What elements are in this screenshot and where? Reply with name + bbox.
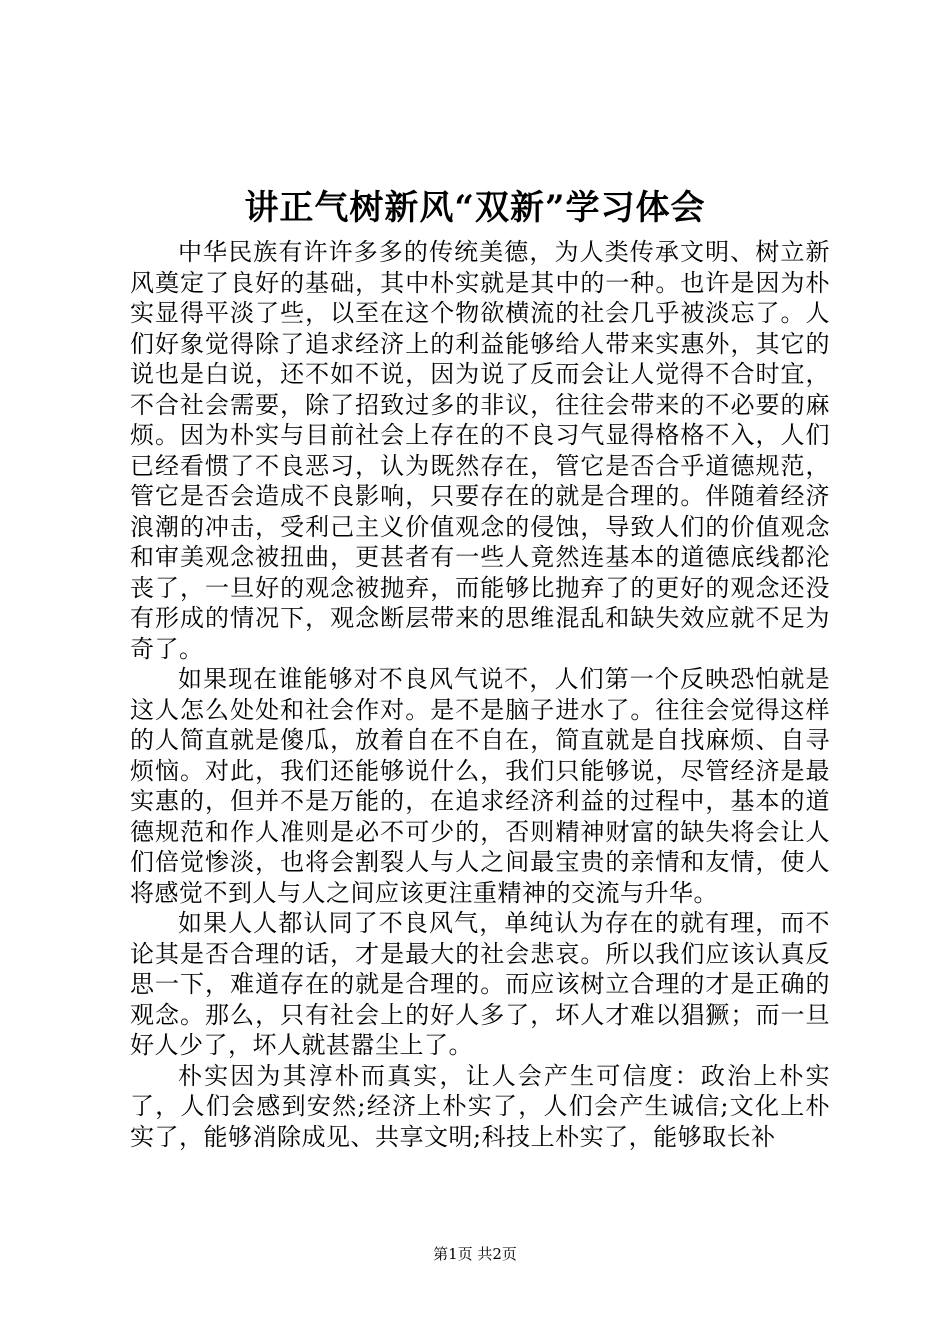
page-number-label: 第1页 共2页	[433, 1245, 517, 1263]
document-body	[130, 237, 830, 1152]
paragraph-2: 如果现在谁能够对不良风气说不，人们第一个反映恐怕就是这人怎么处处和社会作对。是不是脑子进水了。往往会觉得这样的人简直就是傻瓜，放着自在不自在，简直就是自找麻烦、自寻烦恼。对此，我们还能够说什么，我们只能够说，尽管经济是最实惠的，但并不是万能的，在追求经济利益的过程中，基本的道德规范和作人准则是必不可少的，否则精神财富的缺失将会让人们倍觉惨淡，也将会割裂人与人之间最宝贵的亲情和友情，使人将感觉不到人与人之间应该更注重精神的交流与升华。	[130, 665, 830, 907]
paragraph-4: 朴实因为其淳朴而真实，让人会产生可信度：政治上朴实了，人们会感到安然;经济上朴实了，人们会产生诚信;文化上朴实了，能够消除成见、共享文明;科技上朴实了，能够取长补	[130, 1061, 830, 1151]
paragraph-1: 中华民族有许许多多的传统美德，为人类传承文明、树立新风奠定了良好的基础，其中朴实就是其中的一种。也许是因为朴实显得平淡了些，以至在这个物欲横流的社会几乎被淡忘了。人们好象觉得除了追求经济上的利益能够给人带来实惠外，其它的说也是白说，还不如不说，因为说了反而会让人觉得不合时宜，不合社会需要，除了招致过多的非议，往往会带来的不必要的麻烦。因为朴实与目前社会上存在的不良习气显得格格不入，人们已经看惯了不良恶习，认为既然存在，管它是否合乎道德规范，管它是否会造成不良影响，只要存在的就是合理的。伴随着经济浪潮的冲击，受利己主义价值观念的侵蚀，导致人们的价值观念和审美观念被扭曲，更甚者有一些人竟然连基本的道德底线都沦丧了，一旦好的观念被抛弃，而能够比抛弃了的更好的观念还没有形成的情况下，观念断层带来的思维混乱和缺失效应就不足为奇了。	[130, 238, 830, 663]
document-title: 讲正气树新风“双新”学习体会	[244, 188, 706, 228]
paragraph-3: 如果人人都认同了不良风气，单纯认为存在的就有理，而不论其是否合理的话，才是最大的社会悲哀。所以我们应该认真反思一下，难道存在的就是合理的。而应该树立合理的才是正确的观念。那么，只有社会上的好人多了，坏人才难以猖獗；而一旦好人少了，坏人就甚嚣尘上了。	[130, 909, 830, 1059]
page-footer	[0, 1244, 950, 1264]
